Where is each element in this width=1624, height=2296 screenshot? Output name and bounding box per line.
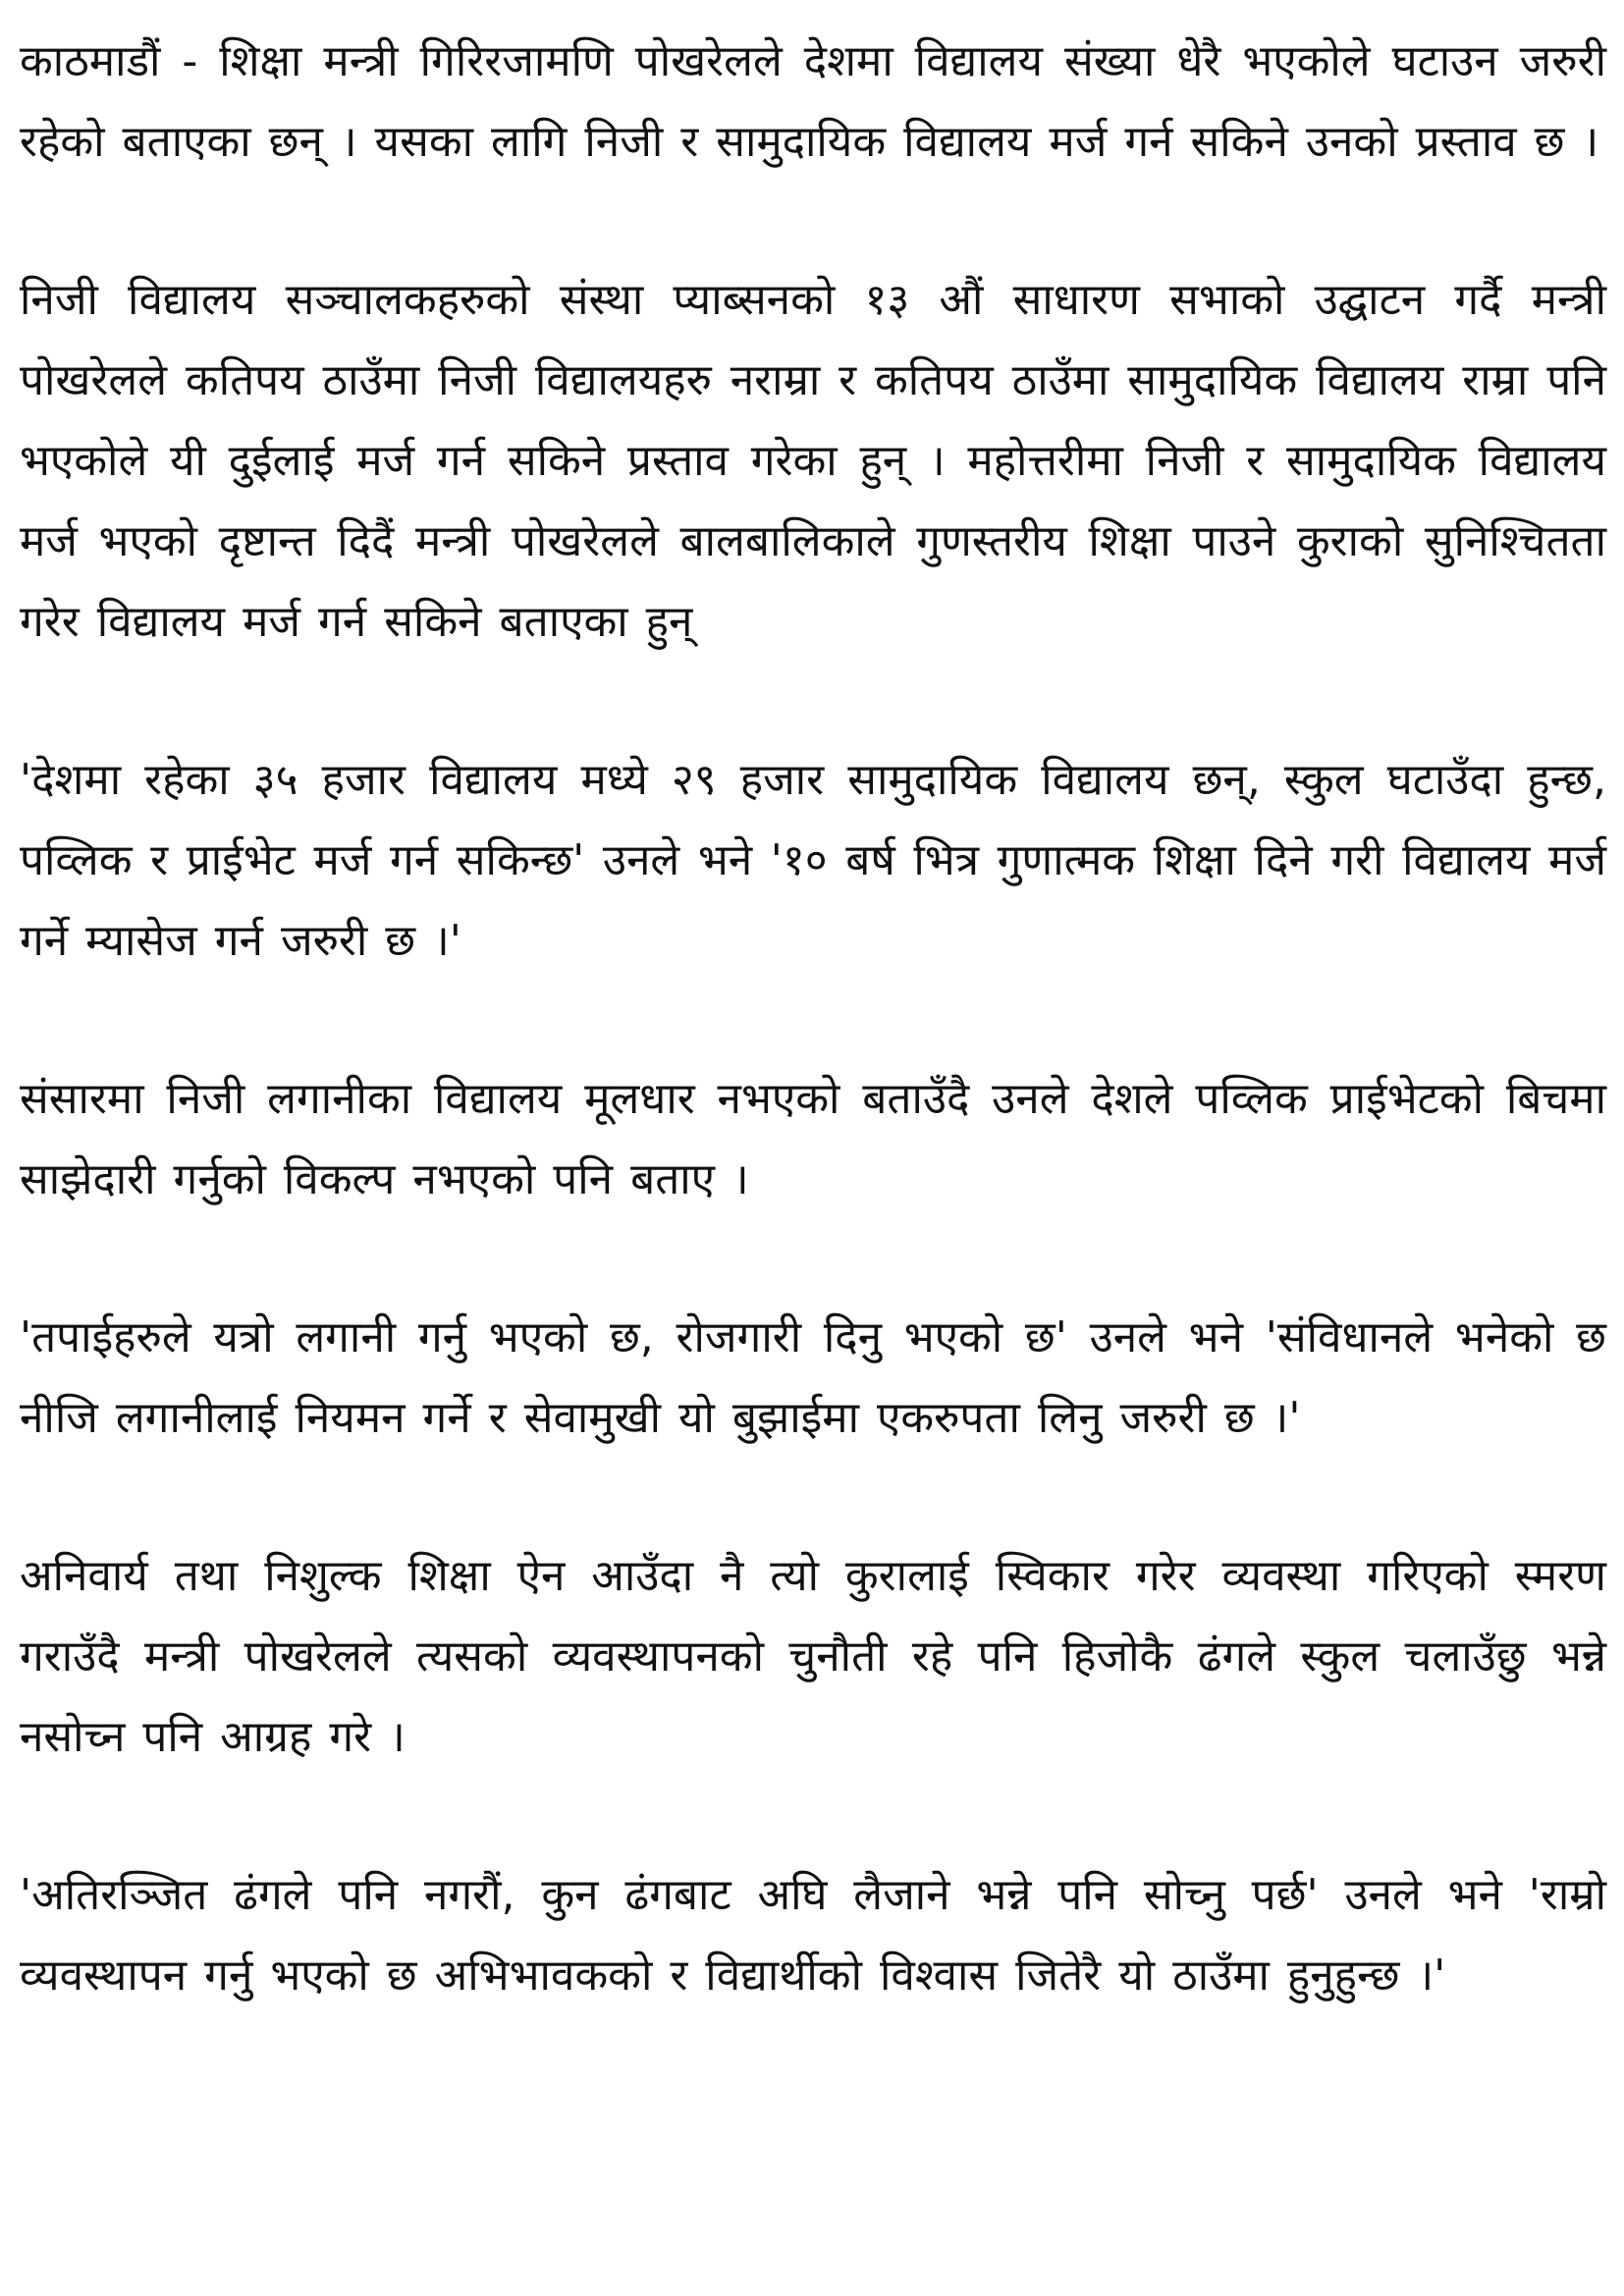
paragraph-6: अनिवार्य तथा निशुल्क शिक्षा ऐन आउँदा नै त्यो कुरालाई स्विकार गरेर व्यवस्था गरिएको स्मरण गराउँदै मन्त्री पोखरेलले त्यसको व्यवस्थापनको चुनौती रहे पनि हिजोकै ढंगले स्कुल चलाउँछु भन्ने नसोच्न पनि आग्रह गरे । bbox=[20, 1551, 1606, 1762]
paragraph-7: 'अतिरञ्जित ढंगले पनि नगरौं, कुन ढंगबाट अघि लैजाने भन्ने पनि सोच्नु पर्छ' उनले भने 'राम्रो व्यवस्थापन गर्नु भएको छ अभिभावकको र विद्यार्थीको विश्वास जितेरै यो ठाउँमा हुनुहुन्छ ।' bbox=[20, 1870, 1606, 2001]
paragraph-4: संसारमा निजी लगानीका विद्यालय मूलधार नभएको बताउँदै उनले देशले पव्लिक प्राईभेटको बिचमा साझेदारी गर्नुको विकल्प नभएको पनि बताए । bbox=[20, 1074, 1606, 1204]
paragraph-2: निजी विद्यालय सञ्चालकहरुको संस्था प्याब्सनको १३ औं साधारण सभाको उद्घाटन गर्दै मन्त्री पोखरेलले कतिपय ठाउँमा निजी विद्यालयहरु नराम्रा र कतिपय ठाउँमा सामुदायिक विद्यालय राम्रा पनि भएकोले यी दुईलाई मर्ज गर्न सकिने प्रस्ताव गरेका हुन् । महोत्तरीमा निजी र सामुदायिक विद्यालय मर्ज भएको दृष्टान्त दिदैं मन्त्री पोखरेलले बालबालिकाले गुणस्तरीय शिक्षा पाउने कुराको सुनिश्चितता गरेर विद्यालय मर्ज गर्न सकिने बताएका हुन् bbox=[20, 275, 1606, 647]
paragraph-3: 'देशमा रहेका ३५ हजार विद्यालय मध्ये २९ हजार सामुदायिक विद्यालय छन्, स्कुल घटाउँदा हुन्छ, पव्लिक र प्राईभेट मर्ज गर्न सकिन्छ' उनले भने '१० बर्ष भित्र गुणात्मक शिक्षा दिने गरी विद्यालय मर्ज गर्ने म्यासेज गर्न जरुरी छ ।' bbox=[20, 755, 1606, 966]
paragraph-1: काठमाडौं - शिक्षा मन्त्री गिरिरजामणि पोखरेलले देशमा विद्यालय संख्या धेरै भएकोले घटाउन जरुरी रहेको बताएका छन् । यसका लागि निजी र सामुदायिक विद्यालय मर्ज गर्न सकिने उनको प्रस्ताव छ । bbox=[20, 36, 1606, 167]
paragraph-5: 'तपाईहरुले यत्रो लगानी गर्नु भएको छ, रोजगारी दिनु भएको छ' उनले भने 'संविधानले भनेको छ नीजि लगानीलाई नियमन गर्ने र सेवामुखी यो बुझाईमा एकरुपता लिनु जरुरी छ ।' bbox=[20, 1312, 1606, 1443]
